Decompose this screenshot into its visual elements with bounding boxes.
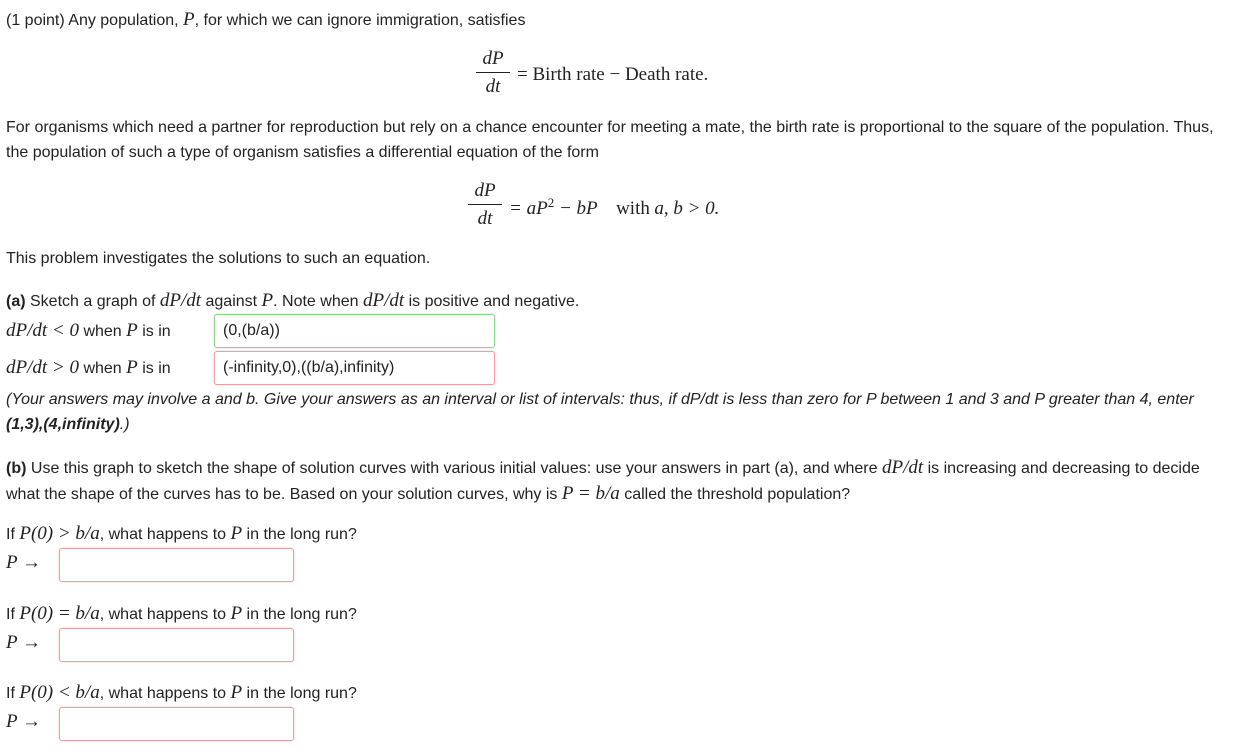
part-a-math-1: dP/dt (159, 290, 202, 311)
part-b-label: (b) (6, 460, 27, 477)
eq1-denominator: dt (485, 76, 501, 97)
point-label: (1 point) (6, 12, 65, 29)
row2-p: P (126, 357, 138, 378)
eq2-denominator: dt (477, 208, 493, 229)
part-a-hint (6, 387, 1216, 437)
row1-math: dP/dt < 0 (6, 320, 79, 341)
equation-1-rhs: = Birth rate − Death rate. (517, 64, 709, 85)
q1-condition: P(0) > b/a (19, 523, 100, 544)
question-3 (6, 682, 357, 704)
q3-condition: P(0) < b/a (19, 682, 100, 703)
eq2-rhs-a: = aP (509, 198, 548, 219)
fraction-bar (468, 204, 502, 205)
row1-p: P (126, 320, 138, 341)
question-1 (6, 523, 357, 545)
question-2 (6, 603, 357, 625)
part-a-text-1: Sketch a graph of (25, 293, 160, 310)
q2-arrow: P → (6, 632, 42, 653)
part-b-text-2: is increasing and decreasing to decide what the shape of the curves has to be. Based on your solution curves, why is (6, 460, 1200, 503)
part-a-label: (a) (6, 293, 26, 310)
q3-arrow: P → (6, 711, 42, 732)
part-b-text-1: Use this graph to sketch the shape of solution curves with various initial values: use your answers in part (a), and where (26, 460, 882, 477)
intro-text-1: Any population, (68, 12, 179, 29)
part-a-text-4: is positive and negative. (404, 293, 580, 310)
row2-isin: is in (137, 360, 171, 377)
part-b-math-1: dP/dt (881, 457, 924, 478)
part-a-math-2: P (261, 290, 274, 311)
part-a-row-1-label (6, 320, 171, 342)
q2-if: If (6, 606, 20, 623)
answer-positive-interval[interactable] (214, 351, 495, 385)
eq2-exponent: 2 (547, 195, 555, 210)
q2-p: P (230, 603, 243, 624)
paragraph-investigates: This problem investigates the solutions to such an equation. (6, 250, 431, 267)
q3-end: in the long run? (242, 685, 357, 702)
part-a-row-2-label (6, 357, 171, 379)
row2-when: when (79, 360, 127, 377)
eq2-with: with (616, 198, 650, 219)
q1-end: in the long run? (242, 526, 357, 543)
var-p: P (183, 9, 195, 30)
eq2-condition: a, b > 0. (654, 198, 720, 219)
eq2-numerator: dP (474, 180, 496, 201)
part-b-prompt (6, 455, 1216, 507)
hint-example: (1,3),(4,infinity) (6, 416, 120, 433)
part-b-text-3: called the threshold population? (619, 486, 851, 503)
q3-p: P (230, 682, 243, 703)
answer-negative-interval[interactable] (214, 314, 495, 348)
part-a-prompt (6, 290, 579, 312)
q2-condition: P(0) = b/a (19, 603, 100, 624)
equation-1-fraction (476, 48, 510, 98)
answer-long-run-equal[interactable] (59, 628, 294, 662)
paragraph-birth-rate: For organisms which need a partner for reproduction but rely on a chance encounter for meeting a mate, the birth rate is proportional to the square of the population. Thus, the population of such a type of organism satisfies a differential equation of the form (6, 119, 1214, 161)
answer-long-run-below[interactable] (59, 707, 294, 741)
q2-end: in the long run? (242, 606, 357, 623)
answer-long-run-above[interactable] (59, 548, 294, 582)
q3-if: If (6, 685, 20, 702)
q3-text: , what happens to (99, 685, 231, 702)
part-a-text-2: against (201, 293, 262, 310)
hint-text-c: .) (119, 416, 130, 433)
part-b-math-2: P = b/a (561, 483, 620, 504)
intro-line (6, 9, 525, 31)
q1-if: If (6, 526, 20, 543)
row1-when: when (79, 323, 127, 340)
equation-2-rhs (509, 195, 719, 220)
hint-text-a: (Your answers may involve a and b. Give your answers as an interval or list of intervals: thus, if dP/dt is less than zero for P between 1 and 3 and P greater than 4, enter (6, 391, 1194, 408)
q1-text: , what happens to (99, 526, 231, 543)
eq2-rhs-b: − bP (554, 198, 598, 219)
eq1-numerator: dP (482, 48, 504, 69)
q1-p: P (230, 523, 243, 544)
fraction-bar (476, 72, 510, 73)
intro-text-2: , for which we can ignore immigration, satisfies (194, 12, 526, 29)
part-a-text-3: . Note when (273, 293, 363, 310)
part-a-math-3: dP/dt (362, 290, 405, 311)
equation-2-fraction (468, 180, 502, 230)
q1-arrow: P → (6, 552, 42, 573)
row1-isin: is in (137, 323, 171, 340)
row2-math: dP/dt > 0 (6, 357, 79, 378)
q2-text: , what happens to (99, 606, 231, 623)
